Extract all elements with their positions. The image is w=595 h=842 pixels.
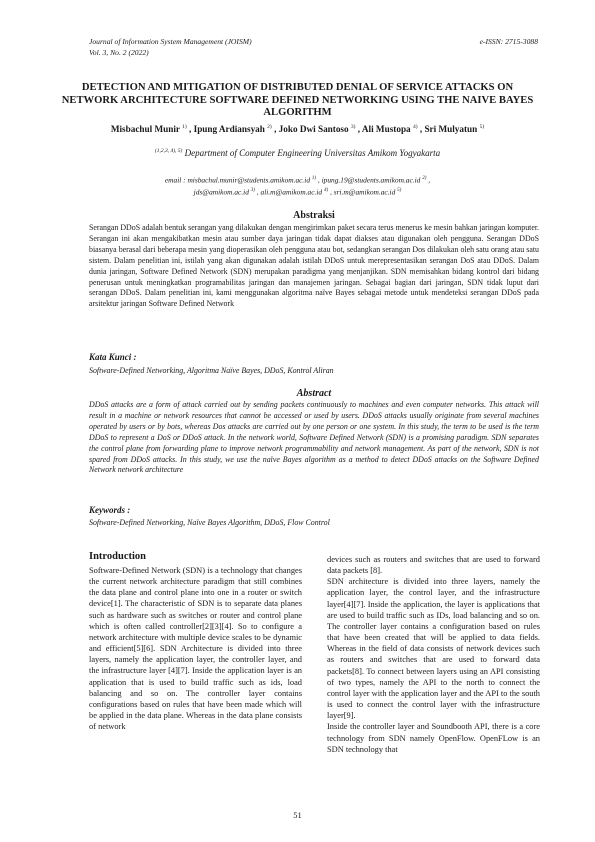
affiliation-marks: (1,2,3, 4), 5)	[154, 148, 183, 154]
keywords-heading: Keywords :	[89, 505, 131, 515]
abstract-text: DDoS attacks are a form of attack carried out by sending packets continuously to machines and even computer networks. This attack will result in a machine or network resources that cannot be accessed or used by users. DDoS attacks usually originate from several machines operated by users or by bots, whereas Dos attacks are carried out by one person or one system. In this study, the term to be used is the term DDoS to represent a DoS or DDoS attack. In the network world, Software Defined Network (SDN) is a promising paradigm. SDN separates the control plane from forwarding plane to improve network programmability and network management. As part of the network, SDN is not spared from DDoS attacks. In this study, we use the naïve Bayes algorithm as a method to detect DDoS attacks on the Software Defined Network network architecture	[89, 400, 539, 475]
email-list	[60, 173, 535, 198]
author-name: Ipung Ardiansyah	[193, 124, 265, 135]
email-address[interactable]: ipung.19@students.amikom.ac.id	[321, 175, 421, 185]
author-mark: 5)	[479, 124, 485, 130]
introduction-heading: Introduction	[89, 551, 146, 562]
email-mark: 4)	[323, 188, 329, 194]
running-header-left	[89, 37, 252, 58]
paragraph: SDN architecture is divided into three layers, namely the application layer, the control layer, and the infrastructure layer[4][7]. Inside the application, the layer is applications that are used to build traffic such as IDs, load balancing and so on. The controller layer contains a configuration based on rules that have been created that will be applied to data fields. Whereas in the field of data consists of network devices such as routers and switches that are used to forward data packets[8]. To connect between layers using an API consisting of two types, namely the API to the north to connect the control layer with the application layer and the API to the south is used to connect the control layer with the infrastructure layer[9].	[327, 577, 540, 721]
email-mark: 1)	[311, 176, 317, 181]
author-mark: 4)	[412, 124, 418, 130]
email-mark: 2)	[422, 176, 427, 181]
keywords-text: Software-Defined Networking, Naïve Bayes Algorithm, DDoS, Flow Control	[89, 518, 330, 527]
email-address[interactable]: ali.m@amikom.ac.id	[260, 187, 323, 197]
author-separator: ,	[417, 124, 425, 135]
issn: e-ISSN: 2715-3088	[479, 37, 538, 46]
email-label: email :	[164, 175, 188, 185]
email-separator: ,	[328, 187, 334, 197]
author-mark: 1)	[182, 124, 187, 130]
email-mark: 3)	[250, 188, 255, 194]
author-name: Misbachul Munir	[110, 124, 180, 135]
author-separator: ,	[186, 124, 194, 135]
author-separator: ,	[271, 124, 279, 135]
affiliation	[40, 148, 555, 158]
email-separator: ,	[254, 187, 261, 197]
journal-volume: Vol. 3, No. 2 (2022)	[89, 47, 149, 57]
author-mark: 2)	[267, 124, 272, 130]
author-mark: 3)	[350, 124, 356, 130]
author-separator: ,	[355, 124, 362, 135]
author-list	[40, 124, 555, 134]
author-name: Joko Dwi Santoso	[278, 124, 349, 135]
email-separator: ,	[426, 175, 431, 185]
abstraksi-text: Serangan DDoS adalah bentuk serangan yang dilakukan dengan mengirimkan paket secara terus menerus ke mesin bahkan jaringan komputer. Serangan ini akan mengakibatkan mesin atau sumber daya jaringan tidak dapat diakses atau digunakan oleh pengguna. Serangan DDoS biasanya berasal dari beberapa mesin yang dioperasikan oleh pengguna atau bot, sedangkan serangan Dos dilakukan oleh satu orang atau satu sistem. Dalam penelitian ini, istilah yang akan digunakan adalah istilah DDoS untuk merepresentasikan serangan DoS atau DDoS. Dalam dunia jaringan, Software Defined Network (SDN) merupakan paradigma yang menjanjikan. SDN memisahkan bidang kontrol dari bidang penerusan untuk meningkatkan programabilitas jaringan dan manajemen jaringan. Sebagai bagian dari jaringan, SDN tidak luput dari serangan DDoS. Dalam penelitian ini, kami menggunakan algoritma naïve Bayes sebagai metode untuk mendeteksi serangan DDoS pada arsitektur jaringan Software Defined Network	[89, 223, 539, 309]
affiliation-text: Department of Computer Engineering Universitas Amikom Yogyakarta	[184, 148, 441, 158]
email-address[interactable]: misbachul.munir@students.amikom.ac.id	[187, 175, 311, 185]
kata-kunci-text: Software-Defined Networking, Algoritma Naïve Bayes, DDoS, Kontrol Aliran	[89, 366, 334, 375]
author-name: Sri Mulyatun	[424, 124, 478, 135]
email-mark: 5)	[397, 188, 402, 194]
journal-name: Journal of Information System Management (JOISM)	[89, 37, 252, 46]
paragraph: Inside the controller layer and Soundbooth API, there is a core technology from SDN namely OpenFlow. OpenFLow is an SDN technology that	[327, 722, 540, 754]
paragraph: Software-Defined Network (SDN) is a technology that changes the current network architecture paradigm that still combines the data plane and control plane into one in a router or switch device[1]. The characteristic of SDN is to separate data planes such as hardware such as switches or router and control plane which is often called controller[2][3][4]. So to configure a network architecture with multiple device scales to be dynamic and efficient[5][6]. SDN Architecture is divided into three layers, namely the application layer, the controller layer, and the infrastructure layer [4][7]. Inside the application layer is an application that is used to build traffic such as ids, load balancing and so on. The controller layer contains configurations based on rules that have been made which will be applied in the data plane. Whereas in the data plane consists of network	[89, 566, 302, 732]
abstraksi-heading: Abstraksi	[293, 210, 335, 221]
kata-kunci-heading: Kata Kunci :	[89, 352, 137, 362]
abstract-heading: Abstract	[296, 388, 332, 399]
email-address[interactable]: sri.m@amikom.ac.id	[333, 187, 396, 197]
email-address[interactable]: jds@amikom.ac.id	[193, 187, 249, 197]
paragraph: devices such as routers and switches that are used to forward data packets [8].	[327, 555, 540, 576]
email-separator: ,	[316, 175, 322, 185]
page-number: 51	[293, 810, 302, 820]
author-name: Ali Mustopa	[361, 124, 411, 135]
introduction-right-column	[327, 554, 540, 755]
paper-title: DETECTION AND MITIGATION OF DISTRIBUTED DENIAL OF SERVICE ATTACKS ON NETWORK ARCHITECTURE SOFTWARE DEFINED NETWORKING USING THE NAIVE BAYES ALGORITHM	[61, 82, 534, 119]
introduction-left-column	[89, 565, 302, 732]
